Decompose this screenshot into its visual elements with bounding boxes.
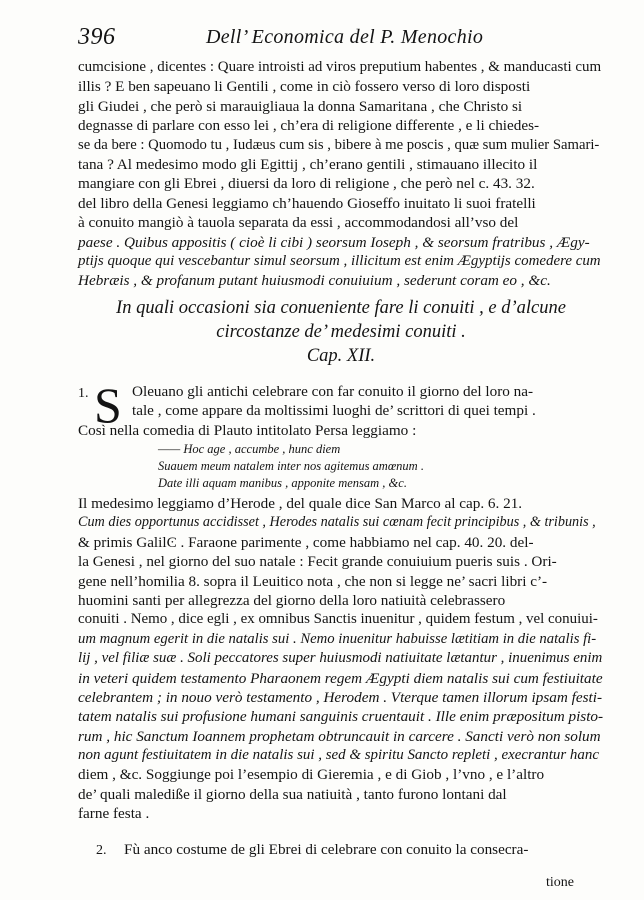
text-line: degnasse di parlare con esso lei , ch’era di religione differente , e li chiedes- xyxy=(78,117,540,135)
text-line: diem , &c. Soggiunge poi l’esempio di Gieremia , e di Giob , l’vno , e l’altro xyxy=(78,766,545,784)
text-line: & primis GalilϾ . Faraone parimente , come habbiamo nel cap. 40. 20. del- xyxy=(78,533,534,551)
page-header xyxy=(78,24,598,52)
text-line: rum , hic Sanctum Ioannem prophetam obtruncauit in carcere . Sancti verò non solum xyxy=(78,727,601,745)
text-line: lij , vel filiæ suæ . Soli peccatores super huiusmodi natiuitate lætantur , inuenimus enim xyxy=(78,650,603,667)
verse-line: Date illi aquam manibus , apponite mensam , &c. xyxy=(158,476,407,490)
text-line: cumcisione , dicentes : Quare introisti ad viros preputium habentes , & manducasti cum xyxy=(78,59,602,75)
heading-line: In quali occasioni sia conueniente fare li conuiti , e d’alcune xyxy=(116,298,566,318)
text-line: Cum dies opportunus accidisset , Herodes natalis sui cœnam fecit principibus , & tribunis , xyxy=(78,514,596,531)
verse-line: —— Hoc age , accumbe , hunc diem xyxy=(158,442,341,456)
catchword: tione xyxy=(546,875,574,890)
running-title: Dell’ Economica del P. Menochio xyxy=(206,26,484,48)
text-line: gene nell’homilia 8. sopra il Leuitico nota , che non si legge ne’ sacri libri c’- xyxy=(78,572,548,590)
paragraph-number: 1. xyxy=(78,386,89,401)
paragraph-1-line-3 xyxy=(78,421,604,440)
text-line: Hebræis , & profanum putant huiusmodi conuiuium , sederunt coram eo , &c. xyxy=(78,272,551,290)
text-line: non agunt festiuitatem in die natalis sui , sed & spiritu Sancto repleti , execrantur hanc xyxy=(78,747,599,764)
text-line: mangiare con gli Ebrei , diuersi da loro di religione , che però nel c. 43. 32. xyxy=(78,175,535,193)
text-line: conuiti . Nemo , dice egli , ex omnibus Sanctis inuenitur , quidem festum , vel conuiui- xyxy=(78,611,598,628)
text-line: in veteri quidem testamento Pharaonem regem Ægypti diem natalis sui cum festiuitate xyxy=(78,669,603,687)
paragraph-2 xyxy=(124,840,602,859)
text-line: illis ? E ben sapeuano li Gentili , come in ciò fossero verso di loro disposti xyxy=(78,78,531,96)
text-line: Fù anco costume de gli Ebrei di celebrare con conuito la consecra- xyxy=(124,841,529,858)
text-line: à conuito mangiò à tauola separata da essi , accommodandosi all’vso del xyxy=(78,214,519,232)
paragraph-1-continued xyxy=(78,494,604,824)
text-line: se da bere : Quomodo tu , Iudæus cum sis , bibere à me poscis , quæ sum mulier Samari- xyxy=(78,136,600,153)
text-line: la Genesi , nel giorno del suo natale : Fecit grande conuiuium pueris suis . Ori- xyxy=(78,553,557,571)
chapter-heading xyxy=(78,296,604,368)
text-line: huomini santi per allegrezza del giorno della loro natiuità celebrassero xyxy=(78,591,506,609)
text-line: de’ quali malediße il giorno della sua natiuità , tanto furono lontani dal xyxy=(78,785,507,803)
heading-line: circostanze de’ medesimi conuiti . xyxy=(216,322,466,342)
verse-quote xyxy=(158,441,598,492)
text-line: Così nella comedia di Plauto intitolato Persa leggiamo : xyxy=(78,422,417,439)
text-line: tana ? Al medesimo modo gli Egittij , ch’erano gentili , stimauano illecito il xyxy=(78,155,538,173)
text-line: Il medesimo leggiamo d’Herode , del quale dice San Marco al cap. 6. 21. xyxy=(78,495,523,512)
text-line: tale , come appare da moltissimi luoghi de’ scrittori di quei tempi . xyxy=(132,402,536,420)
text-line: tatem natalis sui profusione humani sanguinis cruentauit . Ille enim præpositum pisto- xyxy=(78,708,604,726)
text-line: paese . Quibus appositis ( cioè li cibi ) seorsum Ioseph , & seorsum fratribus , Ægy- xyxy=(78,233,590,251)
paragraph-number: 2. xyxy=(96,843,107,858)
verse-line: Suauem meum natalem inter nos agitemus amœnum . xyxy=(158,459,424,473)
chapter-number: Cap. XII. xyxy=(306,346,376,366)
top-text-block xyxy=(78,58,604,291)
page-number: 396 xyxy=(78,24,116,50)
text-line: del libro della Genesi leggiamo ch’hauendo Gioseffo inuitato li suoi fratelli xyxy=(78,194,536,212)
text-line: ptijs quoque qui vescebantur simul seorsum , illicitum est enim Ægyptijs comedere cum xyxy=(78,252,601,269)
text-line: celebrantem ; in nouo verò testamento , Herodem . Vterque tamen illorum ipsam festi- xyxy=(78,688,603,706)
drop-cap: S xyxy=(94,377,122,433)
paragraph-1-opening xyxy=(132,382,602,421)
text-line: gli Giudei , che però si marauigliaua la donna Samaritana , che Christo si xyxy=(78,97,523,115)
text-line: um magnum egerit in die natalis sui . Nemo inuenitur habuisse lætitiam in die natalis fi- xyxy=(78,630,597,647)
text-line: farne festa . xyxy=(78,805,150,823)
text-line: Oleuano gli antichi celebrare con far conuito il giorno del loro na- xyxy=(132,383,534,400)
